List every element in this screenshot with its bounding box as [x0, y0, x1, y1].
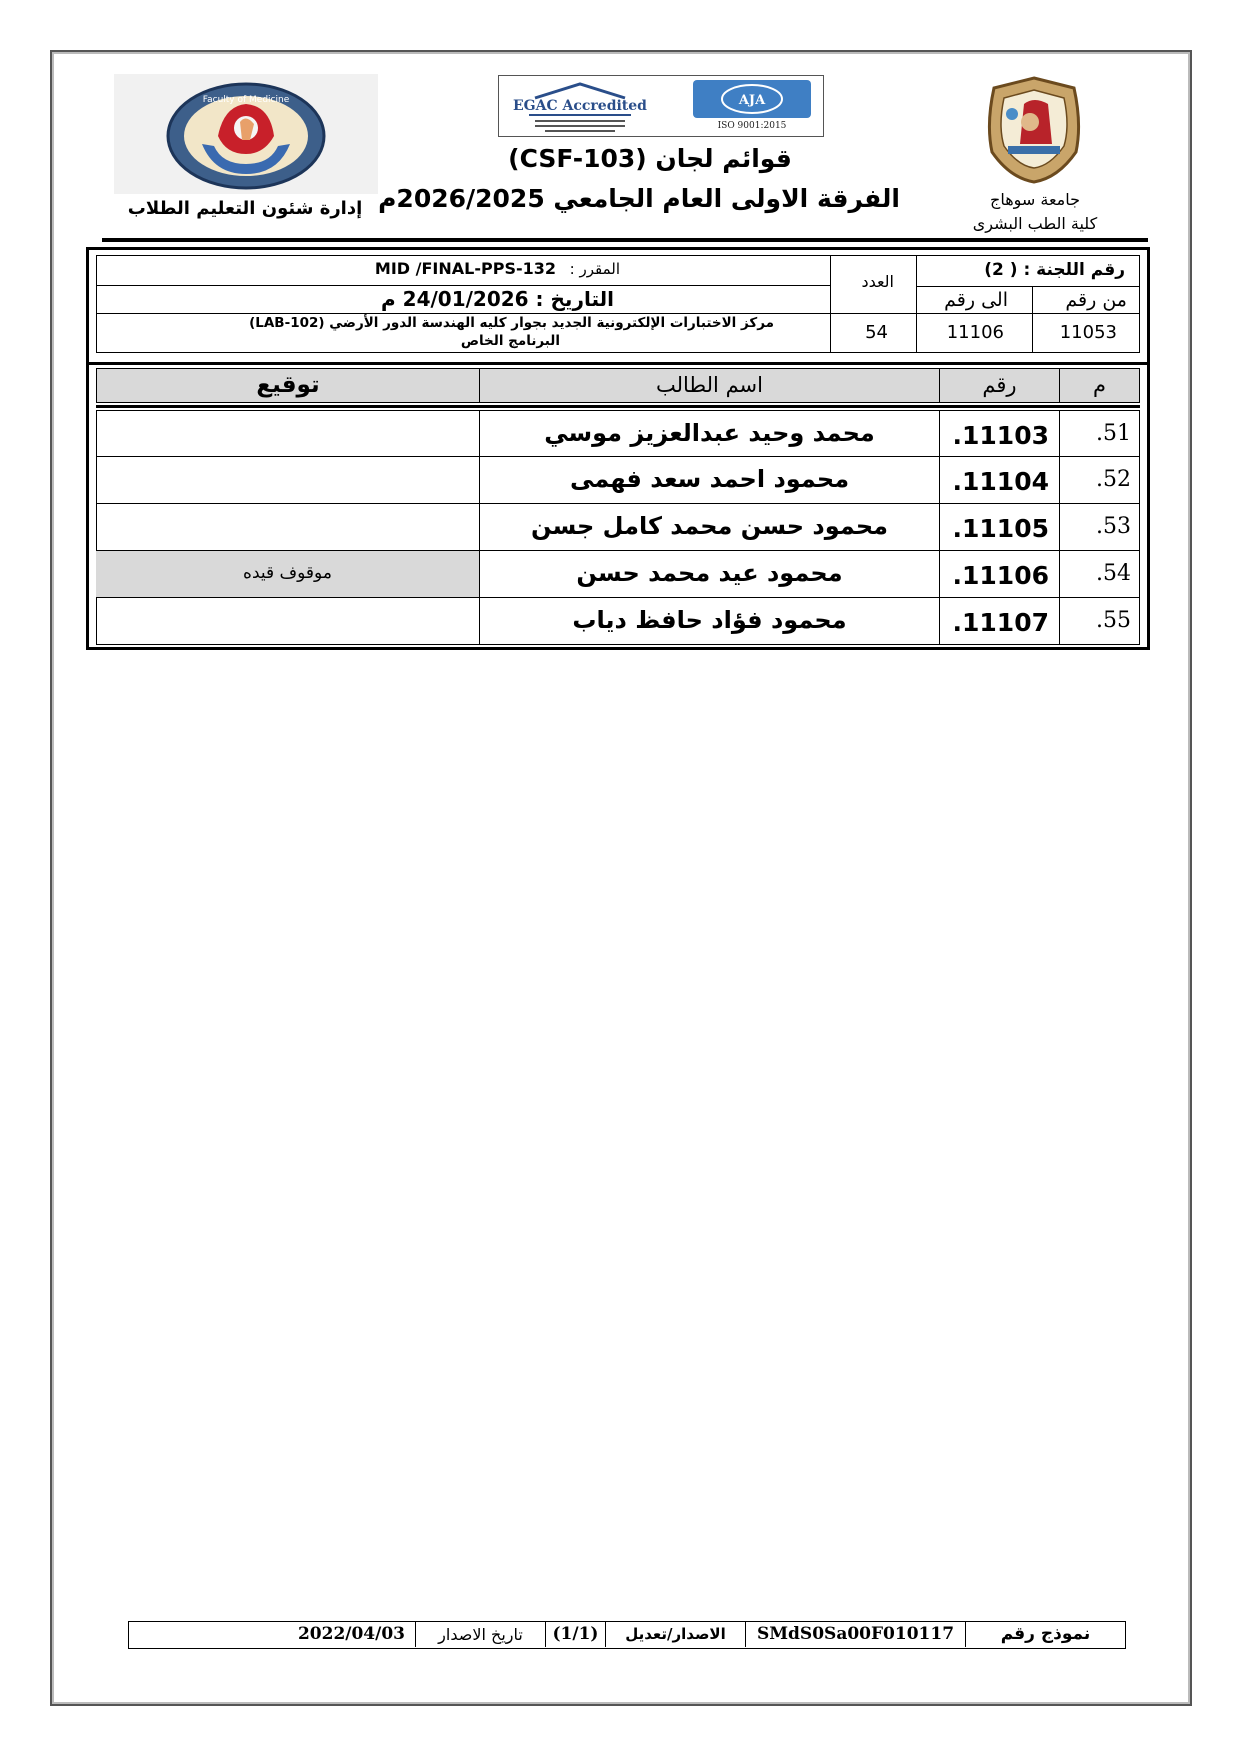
serial-cell: 51. [1059, 411, 1139, 457]
from-number-cell [1032, 313, 1140, 353]
student-id-cell: 11104. [939, 457, 1059, 503]
edition-label: الاصدار/تعديل [605, 1622, 745, 1647]
to-number-header [916, 286, 1033, 314]
student-name-cell: محمود فؤاد حافظ دياب [479, 598, 939, 644]
course-cell [96, 255, 831, 286]
egac-logo [505, 80, 655, 134]
students-table [86, 364, 1150, 650]
university-logo [978, 74, 1090, 186]
count-cell [830, 313, 917, 353]
table-row [96, 551, 1140, 598]
academic-year-title: الفرقة الاولى العام الجامعي 2026/2025م [378, 184, 900, 213]
col-header-signature: توقيع [256, 372, 320, 398]
signature-cell[interactable] [96, 457, 479, 503]
signature-cell-suspended: موقوف قيده [96, 551, 479, 597]
table-header [96, 368, 1140, 403]
egac-text: EGAC Accredited [513, 98, 647, 114]
location-line-2: البرنامج الخاص [460, 333, 560, 349]
serial-cell: 52. [1059, 457, 1139, 503]
col-header-name: اسم الطالب [479, 369, 939, 402]
serial-cell: 54. [1059, 551, 1139, 597]
count-label: العدد [861, 272, 894, 291]
faculty-logo [114, 74, 378, 194]
signature-cell[interactable] [96, 598, 479, 644]
table-row [96, 410, 1140, 457]
count-header [830, 255, 917, 314]
col-header-serial: م [1059, 369, 1139, 402]
form-number-label: نموذج رقم [965, 1622, 1125, 1647]
location-cell [96, 313, 831, 353]
location-line-1: مركز الاختبارات الإلكترونية الجديد بجوار كليه الهندسة الدور الأرضي (LAB-102) [249, 315, 774, 331]
table-row [96, 504, 1140, 551]
page-title: قوائم لجان (CSF-103) [508, 144, 792, 173]
student-name-cell: محمود حسن محمد كامل جسن [479, 504, 939, 550]
student-id-cell: 11106. [939, 551, 1059, 597]
committee-number-label: رقم اللجنة : ( 2) [984, 260, 1125, 280]
to-number-value: 11106 [946, 322, 1004, 343]
edition-value: (1/1) [545, 1622, 605, 1647]
student-name-cell: محمود عيد محمد حسن [479, 551, 939, 597]
issue-date-value: 2022/04/03 [297, 1624, 405, 1644]
from-number-header [1032, 286, 1140, 314]
aja-logo [691, 78, 813, 134]
svg-text:Faculty of Medicine: Faculty of Medicine [202, 95, 290, 105]
committee-number-cell [916, 255, 1140, 287]
table-row [96, 457, 1140, 504]
course-label: المقرر : [569, 260, 620, 278]
student-id-cell: 11107. [939, 598, 1059, 644]
header-divider [102, 238, 1148, 242]
course-code: MID /FINAL-PPS-132 [374, 259, 556, 278]
faculty-name: كلية الطب البشرى [972, 214, 1098, 233]
form-code: SMdS0Sa00F010117 [745, 1622, 965, 1647]
form-footer [128, 1621, 1126, 1649]
table-row [96, 598, 1140, 645]
signature-cell[interactable] [96, 411, 479, 457]
student-name-cell: محمد وحيد عبدالعزيز موسي [479, 411, 939, 457]
svg-text:AJA: AJA [738, 93, 766, 108]
header-separator [96, 405, 1140, 408]
col-header-id: رقم [939, 369, 1059, 402]
from-number-label: من رقم [1065, 289, 1127, 311]
committee-info-box [86, 247, 1150, 365]
student-id-cell: 11105. [939, 504, 1059, 550]
department-name: إدارة شئون التعليم الطلاب [127, 198, 363, 219]
aja-text: ISO 9001:2015 [717, 121, 787, 131]
student-id-cell: 11103. [939, 411, 1059, 457]
serial-cell: 53. [1059, 504, 1139, 550]
issue-date-label: تاريخ الاصدار [415, 1622, 545, 1647]
from-number-value: 11053 [1059, 322, 1117, 343]
to-number-label: الى رقم [944, 289, 1008, 311]
university-name: جامعة سوهاج [989, 190, 1081, 209]
student-name-cell: محمود احمد سعد فهمى [479, 457, 939, 503]
signature-cell[interactable] [96, 504, 479, 550]
date-cell [96, 285, 831, 314]
serial-cell: 55. [1059, 598, 1139, 644]
count-value: 54 [865, 322, 888, 343]
exam-date: التاريخ : 24/01/2026 م [381, 287, 614, 311]
to-number-cell [916, 313, 1033, 353]
certification-badges [498, 75, 824, 137]
